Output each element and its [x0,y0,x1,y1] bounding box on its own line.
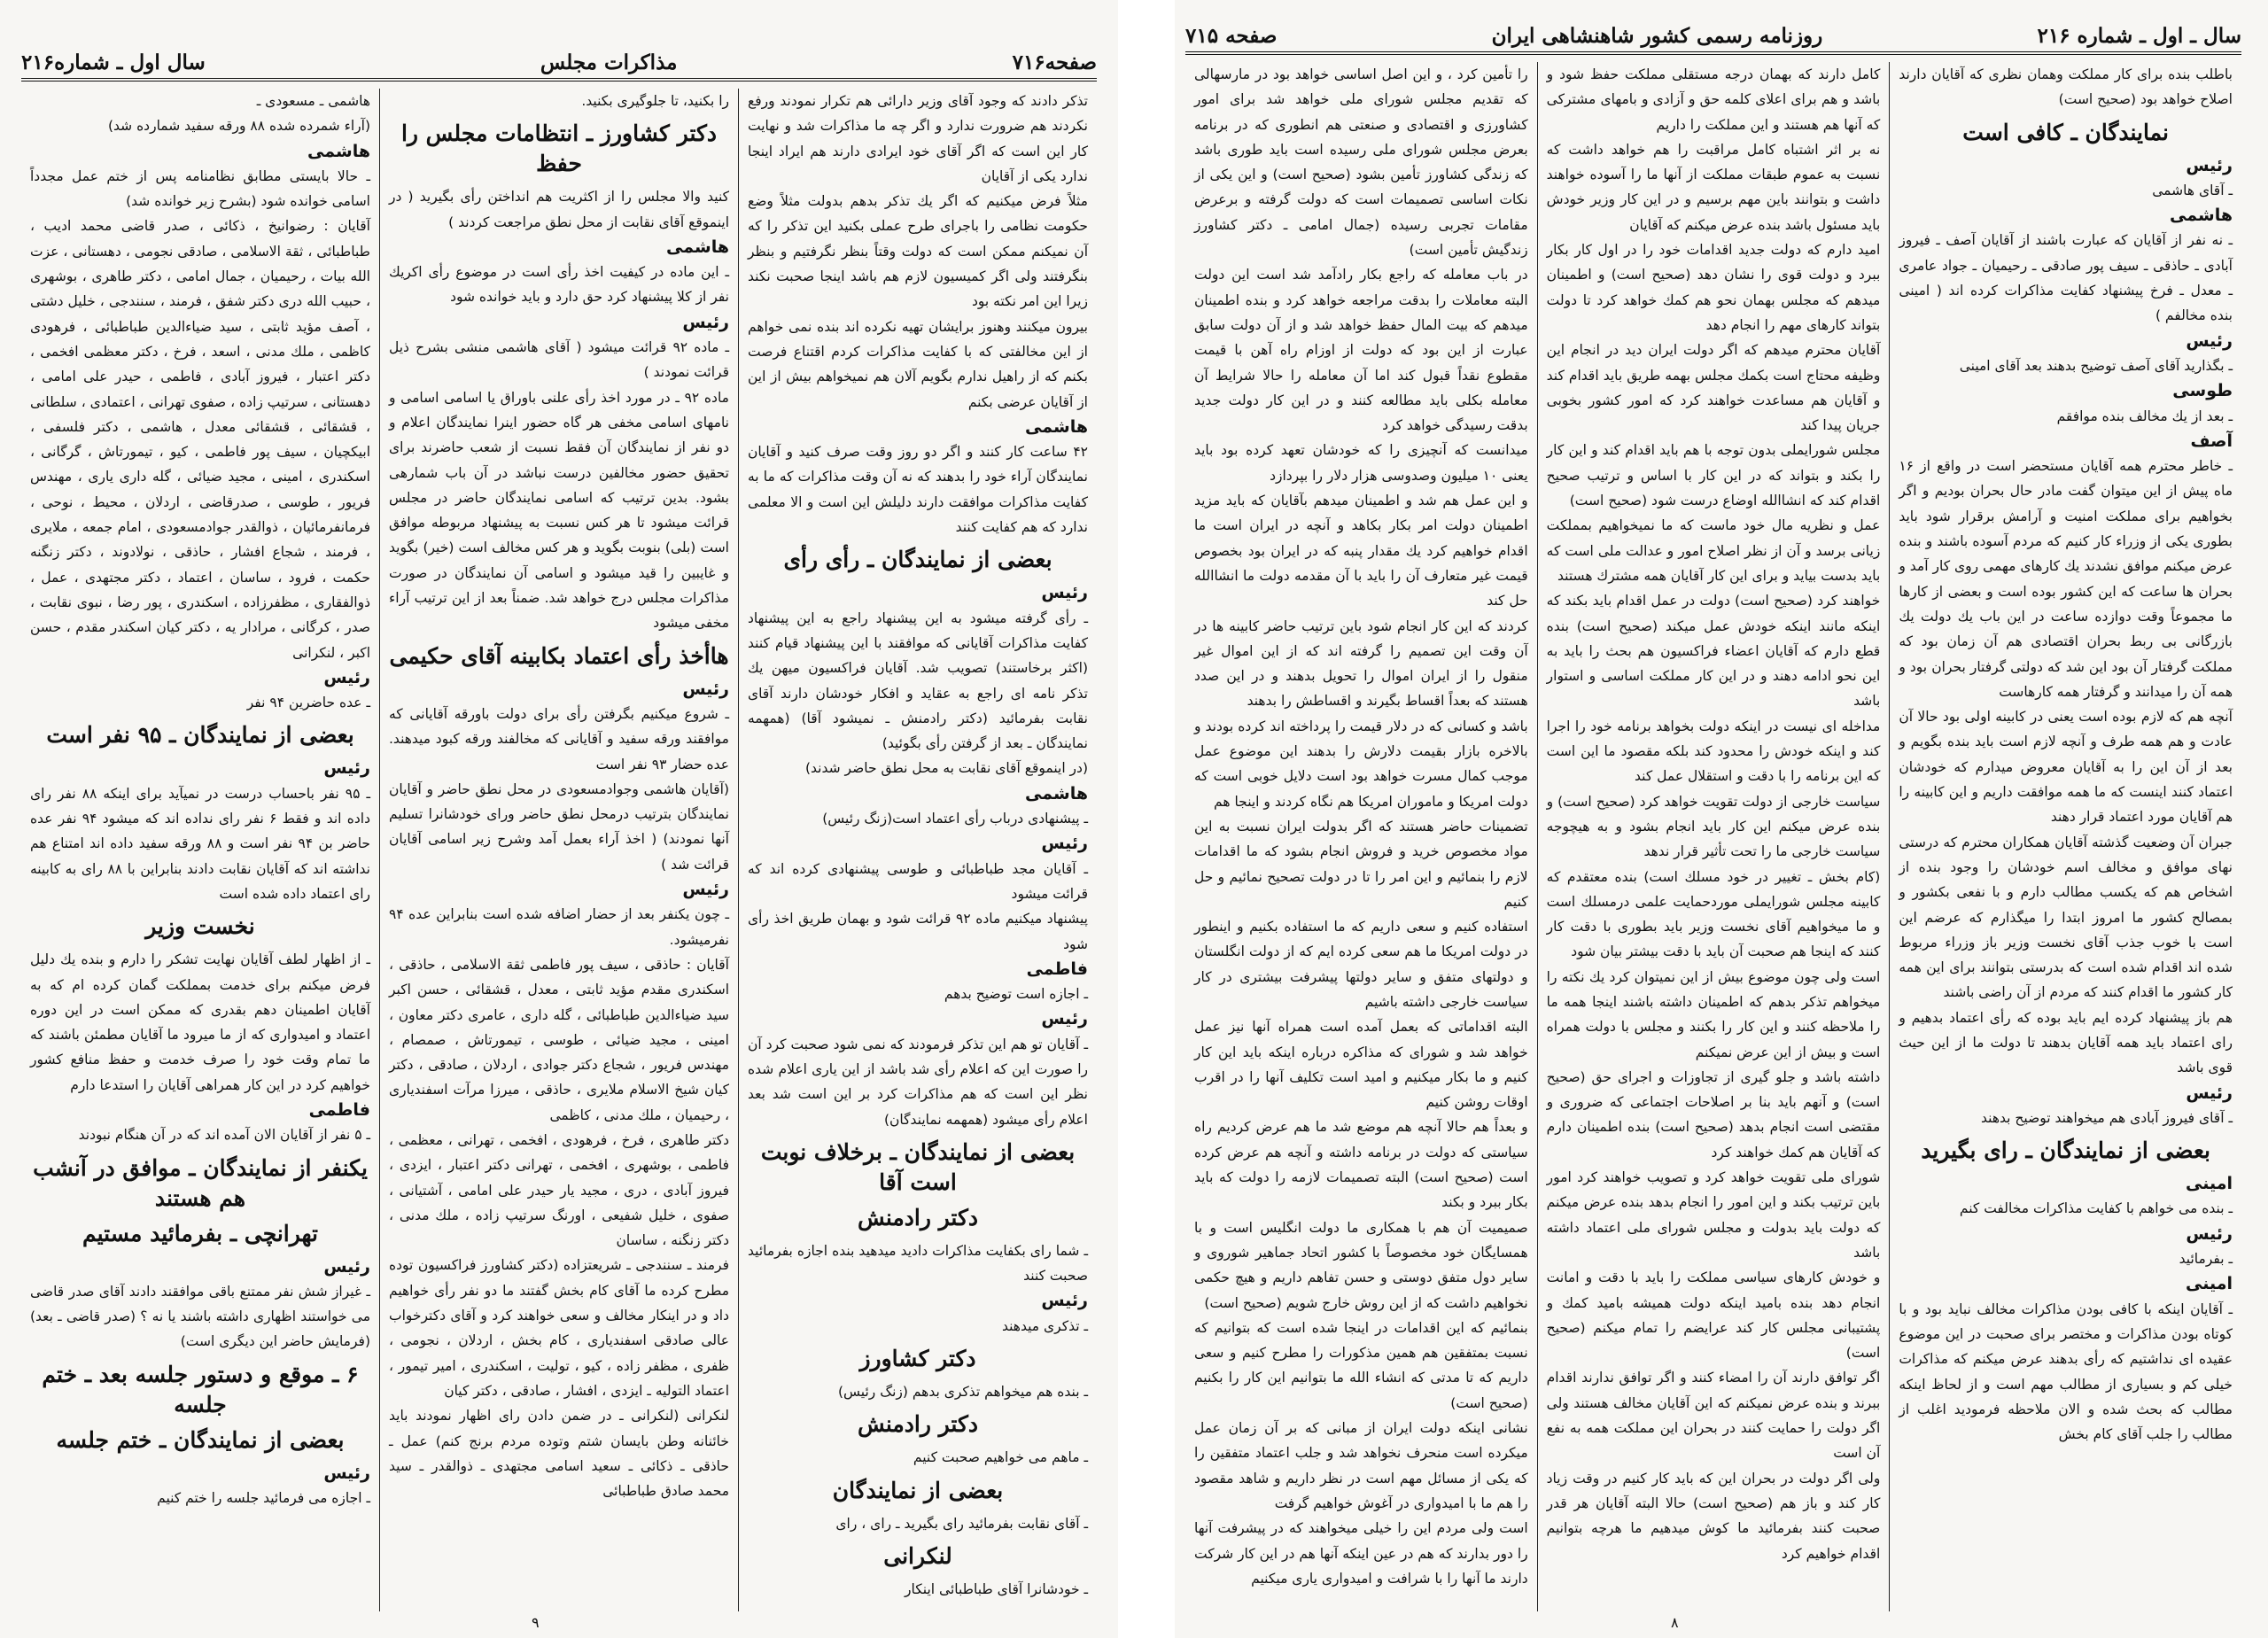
left-page-issue: سال اول ـ شماره۲۱۶ [21,50,206,74]
paragraph: اگر توافق دارند آن را امضاء كنند و اگر توافق ندارند اقدام ببرند و بنده عرض نمیكنم كه این آقایان مخالف هستند ولی اگر دولت را حمایت كنند در بحران این مملكت همه به نفع آن است [1546,1370,1881,1462]
speaker-name: فاطمی [1026,959,1088,979]
left-page-column-1 [738,89,1097,1611]
paragraph: هم باز پیشنهاد كرده ایم باید بوده كه رأی اعتماد بدهیم و رای اعتماد باید همه آقایان بدهند تا دولت ما از این حیث قوی باشد [1899,1009,2233,1076]
paragraph: ـ شما رای بكفایت مذاكرات دادید میدهید بنده اجازه بفرمائید صحبت كنند [748,1242,1088,1285]
speaker-name: رئیس [682,679,729,699]
section-heading: بعضی از نمایندگان ـ ۹۵ نفر است [46,722,354,749]
paragraph: باشد و كسانی كه در دلار قیمت را پرداخته اند كرده بودند و بالاخره بازار بقیمت دلارش را بدهند این موضوع عمل موجب كمال مسرت خواهد بود است دلایل خوبی است كه دولت امریكا و ماموران امریكا هم نگاه كردند و اینجا هم [1193,718,1528,810]
paragraph: ـ ۵ نفر از آقایان الان آمده اند كه در آن هنگام نبودند [78,1127,370,1144]
speaker-name: هاشمی [666,237,729,257]
paragraph: ـ آقای هاشمی [2152,182,2233,198]
section-heading: دكتر رادمنش [857,1411,979,1438]
paragraph: بنمائیم كه این اقدامات در اینجا شده است كه بتوانیم كه نسبت بمتفقین هم همین مذكورات را مطرح كنیم و سعی داریم كه تا مدتی كه انشاء الله ما بتوانیم این كار را بكنیم (صحیح است) [1193,1319,1528,1411]
speaker-name: رئیس [323,758,370,779]
section-heading: بعضی از نمایندگان ـ ختم جلسه [56,1426,345,1453]
paragraph: فرمند ـ سنندجی ـ شریعتزاده (دكتر كشاورز فراكسیون توده مطرح كرده ما آقای كام بخش گفتند ما دو نفر رأی خواهیم داد و در اینكار مخالف و سعی خواهند كرد و آقای دكترخواب عالی صادقی اسفندیاری ، كام بخش ، اردلان ، نجومی ، ظفری ، مظفر زاده ، كیو ، تولیت ، اسكندری ، امیر تیمور ، اعتماد التولیه ـ ایزدی ، افشار ، صادقی ، دكتر كیان [389,1257,729,1399]
left-page-label: صفحه۷۱۶ [1012,50,1097,74]
speaker-name: هاشمی [1025,416,1088,437]
paragraph: ـ اجازه است توضیح بدهم [944,986,1088,1003]
speaker-name: رئیس [1041,1009,1088,1029]
paragraph: ۴۲ ساعت كار كنند و اگر دو روز وقت صرف كنید و آقایان نمایندگان آراء خود را بدهند كه نه آن وقت مذاكرات كه ما به كفایت مذاكرات موافقت دارند دلیلش این است و الا معلمی ندارد كه هم كفایت كنند [748,444,1088,536]
paragraph: (در اینموقع آقای نقابت به محل نطق حاضر شدند) [804,760,1088,777]
speaker-name: رئیس [682,880,729,900]
paragraph: ـ اجازه می فرمائید جلسه را ختم كنیم [157,1490,370,1507]
speaker-name: رئیس [2186,1223,2233,1244]
right-page-label: صفحه ۷۱۵ [1185,24,1278,48]
left-page-header [21,39,1097,82]
paragraph: ـ ۹۵ نفر باحساب درست در نمیآید برای اینكه ۸۸ نفر رای داده اند و فقط ۶ نفر رای نداده اند كه میشود ۹۴ نفر عده حاضر بن ۹۴ نفر است و ۸۸ ورقه سفید داده اند امتناع هم نداشته اند كه آقایان نقابت دادند بنابراین با ۸۸ رای به كابینه رای اعتماد داده شده است [30,785,370,902]
paragraph: است ولی مردم این را خیلی میخواهند كه در پیشرفت آنها را دور بدارند كه هم در عین اینكه آنها هم در این كار شركت دارند ما آنها را با شرافت و امیدواری یاری میكنیم [1193,1520,1528,1587]
left-page-columns [21,89,1097,1611]
section-heading: لنكرانی [883,1542,952,1569]
speaker-name: رئیس [2186,1083,2233,1103]
paragraph: ـ خاطر محترم همه آقایان مستحضر است در واقع از ۱۶ ماه پیش از این میتوان گفت مادر حال بحران بودیم و اگر بخواهیم برای مملكت امنیت و آرامش برقرار شود باید بطوری یكی از وزراء كار كنیم كه مردم آسوده باشند و بنده عرض میكنم موافق نشدند یك كارهای مهمی روی كار آمد و بحران ها ساعت كه این كشور بوده است و بعضی از كارها ما مجموعاً وقت دوازده ساعت در این باب یك دولت یك بازرگانی بی ربط بحران اقتصادی هم آن زمان بود كه مملكت گرفتار آن بود این شد كه دولتی گرفتار بحران بود و همه آن را میدانند و گرفتار همه كارهاست [1899,458,2233,700]
right-page-issue: سال ـ اول ـ شماره ۲۱۶ [2037,24,2241,48]
paragraph: را بكنید، تا جلوگیری بكنید. [581,93,729,109]
section-heading: بعضی از نمایندگان [832,1477,1004,1503]
paragraph: ماده ۹۲ ـ در مورد اخذ رأی علنی باوراق یا اسامی اسامی و نامهای اسامی مخفی هر گاه حضور اینرا نمایندگان اعلام و دو نفر از نمایندگان آن فقط نسبت از شعب حاضرند برای تحقیق حضور مخالفین درست نباشد در آن باب شمارهی بشود. بدین ترتیب كه اسامی نمایندگان حاضر در مجلس قرائت میشود تا هر كس نسبت به پیشنهاد مربوطه موافق است (بلی) بنوبت بگوید و هر كس مخالف است (خیر) بگوید و غایبین را قید میشود و اسامی آن نمایندگان در صورت مذاكرات مجلس درج خواهد شد. ضمناً بعد از این ترتیب آراء مخفی میشود [389,389,729,632]
paragraph: ـ چون یكنفر بعد از حضار اضافه شده است بنابراین عده ۹۴ نفرمیشود. [389,906,729,948]
speaker-name: رئیس [2186,155,2233,175]
section-heading: ۶ ـ موقع و دستور جلسه بعد ـ ختم جلسه [42,1361,359,1417]
paragraph: خواهند كرد (صحیح است) دولت در عمل اقدام باید بكند كه اینكه مانند اینكه خودش عمل میكند (صحیح است) بنده قطع دارم كه آقایان اعضاء فراكسیون هم بحث را باید به این نحو ادامه دهند و در این كار مملكت اساسی و استوار باشد [1546,593,1881,710]
paragraph: میدانست كه آنچیزی را كه خودشان تعهد كرده بود باید یعنی ۱۰ میلیون وصدوسی هزار دلار را بپردازد [1193,442,1528,484]
paragraph: است ولی چون موضوع بیش از این نمیتوان كرد یك نكته را میخواهم تذكر بدهم كه اطمینان داشته باشند اینجا همه ما را ملاحظه كنند و این كار را بكنند و مجلس با دولت همراه است و بیش از این عرض نمیكنم [1546,968,1881,1060]
paragraph: ـ خودشانرا آقای طباطبائی اینكار [905,1580,1088,1597]
speaker-name: رئیس [2186,330,2233,351]
paragraph: ـ از اظهار لطف آقایان نهایت تشكر را دارم و بنده یك دلیل فرض میكنم برای خدمت بمملكت گمان كرده ام كه به آقایان اطمینان دهم بقدری كه ممكن است در این دوره اعتماد و امیدواری كه از ما میرود ما آقایان مطمئن باشند كه ما تمام وقت خود را صرف خدمت و حفظ منافع كشور خواهیم كرد در این كار همراهی آقایان را استدعا دارم [30,951,370,1093]
paragraph: بیرون میكنند وهنوز برایشان تهیه نكرده اند بنده نمی خواهم از این مخالفتی كه با كفایت مذاكرات كردم اقتناع فرصت بكنم كه از راهیل ندارم بگویم آلان هم نمیخواهم بیش از این از آقایان عرضی بكنم [748,318,1088,410]
left-page-column-2 [379,89,738,1611]
right-page-column-3 [1185,62,1537,1611]
right-page-title: روزنامه رسمی كشور شاهنشاهی ایران [1491,24,1823,48]
right-page-columns [1185,62,2241,1611]
paragraph: ـ آقای نقابت بفرمائید رای بگیرید ـ رای ، رای [835,1515,1088,1532]
speaker-name: رئیس [1041,583,1088,603]
speaker-name: فاطمی [308,1099,370,1120]
paragraph: آقایان محترم میدهم كه اگر دولت ایران دید در انجام این وظیفه محتاج است بكمك مجلس بهمه طریق باید اقدام كند و آقایان هم مساعدت خواهند كرد كه امور كشور بخوبی جریان پیدا كند [1546,342,1881,434]
speaker-name: طوسی [2172,381,2233,401]
paragraph: ـ پیشنهادی درباب رأی اعتماد است(زنگ رئیس) [822,811,1088,827]
section-heading: یكنفر از نمایندگان ـ موافق در آنشب هم هستند [33,1154,368,1211]
paragraph: ـ بفرمائید [2179,1251,2233,1268]
section-heading: بعضی از نمایندگان ـ رأی رأی [783,547,1052,573]
paragraph: ـ آقایان تو هم این تذكر فرمودند كه نمی شود صحبت كرد آن را صورت این كه اعلام رأی شد باشد از این یاری اعلام شده نظر این است كه هم مذاكرات كرد بر این است شد بعد اعلام رأی میشود (همهمه نمایندگان) [748,1036,1088,1128]
paragraph: كردند كه این كار انجام شود باین ترتیب حاضر كابینه ها در آن وقت این تصمیم را گرفته اند كه از این اموال غیر منقول را از ایران اموال را تحویل بدهند و در این صدد هستند كه بعداً اقساط بگیرند و اقساطش را بدهند [1193,617,1528,710]
section-heading: بعضی از نمایندگان ـ رای بگیرید [1921,1137,2211,1164]
section-heading: دكتر رادمنش [857,1204,979,1230]
paragraph: ـ ماده ۹۲ قرائت میشود ( آقای هاشمی منشی بشرح ذیل قرائت نمودند ) [389,339,729,381]
paragraph: مثلاً فرض میكنیم كه اگر یك تذكر بدهم بدولت مثلاً وضع حكومت نظامی را باجرای طرح عملی بكنید این تذكر را كه آن نمیكنم ممكن است كه دولت وقتاً بنظر نگرفتیم و بنظر بنگرفتند ولی اگر كمیسیون لازم هم باشد اینجا صحبت نكند زیرا این امر نكته بود [748,193,1088,310]
speaker-name: امینی [2185,1274,2233,1294]
paragraph: ـ عده حاضرین ۹۴ نفر [246,695,370,711]
speaker-name: هاشمی [2170,206,2233,226]
paragraph: عمل و نظریه مال خود ماست كه ما نمیخواهیم بمملكت زیانی برسد و آن از نظر اصلاح امور و عدالت ملی است كه باید بدست بیاید و برای این كار آقایان همه مشترك هستند [1546,517,1881,584]
right-page-number: ۸ [1671,1614,1679,1631]
section-heading: دكتر كشاورز [859,1346,976,1372]
paragraph: ـ این ماده در كیفیت اخذ رأی است در موضوع رأی اكریك نفر از كلا پیشنهاد كرد حق دارد و باید خوانده شود [389,264,729,306]
paragraph: سیاست خارجی از دولت تقویت خواهد كرد (صحیح است) و بنده عرض میكنم این كار باید انجام بشود و به هیچوجه سیاست خارجی ما را تحت تأثیر قرار ندهد [1546,793,1881,860]
paragraph: ولی اگر دولت در بحران این كه باید كار كنیم در وقت زیاد كار كند و باز هم (صحیح است) حالا البته آقایان هر قدر صحبت كنند بفرمائید ما كوش میدهیم ما هرچه بتوانیم اقدام خواهیم كرد [1546,1470,1881,1562]
paragraph: دكتر طاهری ، فرخ ، فرهودی ، افخمی ، تهرانی ، معظمی ، فاطمی ، بوشهری ، افخمی ، تهرانی دكتر اعتبار ، ایزدی ، فیروز آبادی ، دری ، مجید یار حیدر علی امامی ، آشتیانی ، صفوی ، خلیل شفیعی ، اورنگ سرتیپ زاده ، ملك مدنی ، دكتر زنگنه ، ساسان [389,1131,729,1249]
speaker-name: رئیس [323,667,370,687]
paragraph: هاشمی ـ مسعودی ـ [256,93,370,109]
section-heading: دكتر كشاورز ـ انتظامات مجلس را حفظ [400,120,718,177]
paragraph: آنچه هم كه لازم بوده است یعنی در كابینه اولی بود حالا آن عادت و هم همه طرف و آنچه لازم است باید بنده بگویم و بعد از آن این را به آقایان معروض میدارم كه خودشان اعتماد كنند اینست كه ما همه موافقت داریم و این كابینه را هم آقایان مورد اعتماد قرار دهند [1899,709,2233,826]
right-page-column-2 [1537,62,1890,1611]
paragraph: آقایان : رضوانیخ ، ذكائی ، صدر قاضی محمد ادیب ، طباطبائی ، ثقة الاسلامی ، صادقی نجومی ، دهستانی ، عزت الله بیات ، رحیمیان ، جمال امامی ، دكتر طاهری ، بوشهری ، حبیب الله دری دكتر شفق ، فرمند ، سنندجی ، خلیل دشتی ، آصف مؤید ثابتی ، سید ضیاءالدین طباطبائی ، فرهودی كاظمی ، ملك مدنی ، اسعد ، فرخ ، دكتر معظمی افخمی ، دكتر اعتبار ، فیروز آبادی ، فاطمی ، حیدر علی امامی ، دهستانی ، سرتیپ زاده ، صفوی تهرانی ، اعتمادی ، سلطانی ، قشقائی ، قشقائی معدل ، هاشمی ، دكتر فلسفی ، ابیكچیان ، سیف پور فاطمی ، كیو ، تیمورتاش ، گرگانی ، اسكندری ، امینی ، مجید ضیائی ، گله داری یاری ، مهندس فریور ، طوسی ، صدرقاضی ، اردلان ، محیط ، نوحی ، فرمانفرمائیان ، ذوالقدر جوادمسعودی ، امام جمعه ، ملایری ، فرمند ، شجاع افشار ، حاذقی ، نولادوند ، دكتر زنگنه حكمت ، فرود ، ساسان ، اعتماد ، دكتر مجتهدی ، عمل ، ذوالفقاری ، مظفرزاده ، اسكندری ، پور رضا ، نبوی نقابت ، صدر ، كرگانی ، مرادار یه ، دكتر كیان اسكندر مقدم ، حسن اكبر ، لنكرانی [30,218,370,661]
paragraph: (كام بخش ـ تغییر در خود مسلك است) بنده معتقدم كه كابینه مجلس شورایملی موردحمایت علمی درمسلك است و ما میخواهیم آقای نخست وزیر باید بطوری با دقت كار كنند كه اینجا هم صحبت آن باید با دقت بیشتر بیان شود [1546,868,1881,960]
paragraph: آقایان : حاذقی ، سیف پور فاطمی ثقة الاسلامی ، حاذقی ، اسكندری مقدم مؤید ثابتی ، معدل ، قشقائی ، حسن اكبر سید ضیاءالدین طباطبائی ، گله داری ، عامری دكتر معاون ، امینی ، مجید ضیائی ، طوسی ، تیمورتاش ، صمصام ، مهندس فریور ، شجاع دكتر جوادی ، اردلان ، صادقی ، دكتر كیان شیخ الاسلام ملایری ، حاذقی ، میرزا مرآت اسفندیاری ، رحیمیان ، ملك مدنی ، كاظمی [389,956,729,1123]
paragraph: ـ تذكری میدهند [1001,1317,1088,1334]
paragraph: شورای ملی تقویت خواهد كرد و تصویب خواهند كرد امور باین ترتیب بكند و این امور را انجام بدهد بنده عرض میكنم كه دولت باید بدولت و مجلس شورای ملی اعتماد داشته باشد [1546,1169,1881,1261]
section-heading: نمایندگان ـ كافی است [1962,119,2170,145]
paragraph: داشته باشد و جلو گیری از تجاوزات و اجرای حق (صحیح است) و آنهم باید بنا بر اصلاحات اجتماعی كه ضروری و مقتضی است انجام بدهد (صحیح است) بنده اطمینان دارم كه آقایان هم كمك خواهند كرد [1546,1068,1881,1161]
paragraph: ـ آقای فیروز آبادی هم میخواهند توضیح بدهند [1981,1109,2233,1126]
speaker-name: امینی [2185,1174,2233,1194]
speaker-name: رئیس [1041,834,1088,854]
paragraph: ـ بگذارید آقای آصف توضیح بدهند بعد آقای امینی [1959,357,2233,374]
section-heading: نخست وزیر [145,913,255,940]
paragraph: (آقایان هاشمی وجوادمسعودی در محل نطق حاضر و آقایان نمایندگان بترتیب درمحل نطق حاضر ورای خودشانرا تسلیم آنها نمودند) ( اخذ آراء بعمل آمد وشرح زیر اسامی آقایان قرائت شد ) [389,780,729,873]
page-gutter [1118,0,1175,1638]
speaker-name: رئیس [682,312,729,332]
paragraph: ـ آقایان اینكه با كافی بودن مذاكرات مخالف نباید بود و با كوتاه بودن مذاكرات و مختصر برای صحبت در این موضوع عقیده ای نداشتیم كه رأی بدهند عرض میكنم كه مذاكرات خیلی كم و بسیاری از مطالب مهم است و از لحاظ اینكه مطالب كه بحث شده و الان ملاحظه فرمودید اغلب از مطالب را جلب آقای كام بخش [1899,1300,2233,1443]
speaker-name: هاشمی [1025,783,1088,803]
left-page-column-3 [21,89,379,1611]
section-heading: بعضی از نمایندگان ـ برخلاف نوبت است آقا [760,1138,1076,1195]
section-heading: هاأخذ رأی اعتماد بكابینه آقای حكیمی [389,642,729,669]
paragraph: ـ بنده می خواهم با كفایت مذاكرات مخالفت كنم [1959,1200,2233,1217]
left-page [0,0,1118,1638]
left-page-number: ۹ [532,1614,540,1631]
paragraph: ـ ماهم می خواهیم صحبت كنیم [913,1449,1088,1466]
paragraph: پیشنهاد میكنیم ماده ۹۲ قرائت شود و بهمان طریق اخذ رأی شود [748,911,1088,952]
paragraph: امید دارم كه دولت جدید اقدامات خود را در اول كار بكار ببرد و دولت قوی را نشان دهد (صحیح است) و اطمینان میدهم كه مجلس بهمان نحو هم كمك خواهد كرد تا دولت بتواند كارهای مهم را انجام دهد [1546,242,1881,333]
paragraph: و بعداً هم حالا آنچه هم موضع شد ما هم عرض كردیم راه سیاستی كه دولت در برنامه داشته و آنچه هم عرض كرده است (صحیح است) البته تصمیمات لازمه را دولت كه باید بكار ببرد و بكند [1193,1119,1528,1211]
paragraph: و خودش كارهای سیاسی مملكت را باید با دقت و امانت انجام دهد بنده بامید اینكه دولت همیشه بامید كمك و پشتیبانی مجلس كار كند عرایضم را تمام میكنم (صحیح است) [1546,1269,1881,1362]
section-heading: تهرانچی ـ بفرمائید مستیم [82,1220,319,1246]
paragraph: در باب معامله كه راجع بكار رادآمد شد است این دولت البته معاملات را بدقت مراجعه خواهد كرد و بنده اطمینان میدهم كه بیت المال حفظ خواهد شد و از آن دولت سابق عبارت از این بود كه دولت از اوزام راه آهن با قیمت مقطوع نقداً قبول كند اما آن معامله را حالا شرایط آن معامله بكلی باید مطالعه كنند و در این كار دولت جدید بدقت رسیدگی خواهد كرد [1193,267,1528,434]
paragraph: ـ نه نفر از آقایان كه عبارت باشند از آقایان آصف ـ فیروز آبادی ـ حاذقی ـ سیف پور صادقی ـ رحیمیان ـ جواد عامری ـ معدل ـ فرخ پیشنهاد كفایت مذاكرات كرده اند ( امینی بنده مخالفم ) [1899,232,2233,324]
paragraph: نه بر اثر اشتباه كامل مراقبت را هم خواهد داشت كه نسبت به عموم طبقات مملكت از آنها ما را آسوده خواهند داشت و بتوانند باین مهم برسیم و در این كار وزیر خودش باید مسئول باشد بنده عرض میكنم كه آقایان [1546,141,1881,233]
speaker-name: رئیس [1041,1291,1088,1311]
speaker-name: رئیس [323,1463,370,1483]
right-page-header [1185,12,2241,55]
paragraph: كنید والا مجلس را از اكثریت هم انداختن رأی بگیرید ( در اینموقع آقای نقابت از محل نطق مراجعت كردند ) [389,189,729,230]
paragraph: استفاده كنیم و سعی داریم كه ما استفاده بكنیم و اینطور در دولت امریكا ما هم سعی كرده ایم كه از دولت انگلستان و دولتهای متفق و سایر دولتها پیشرفت بیشتری در كار سیاست خارجی داشته باشیم [1193,919,1528,1010]
paragraph: و این عمل هم شد و اطمینان میدهم بآقایان كه باید مزید اطمینان دولت امر بكار بكاهد و آنچه در ایران است ما اقدام خواهیم كرد یك مقدار پنبه كه در ایران بود بخصوص قیمت غیر متعارف آن را باید با آن مقدمه دولت ما انشاالله حل كند [1193,493,1528,609]
paragraph: جبران آن وضعیت گذشته آقایان همكاران محترم كه درستی نهای موافق و مخالف اسم خودشان را وجود بنده از اشخاص هم كه یكسب مطالب دارم و با نفعی بكشور و بمصالح كشور ما امروز ابتدا را میگذارم كه عرضم این است با خوب جذب آقای نخست وزیر باز وزراء مربوط شده اند اقدام شده است كه بدرستی بتوانند برای این همه كار كشور ما اقدام كنند كه مردم از آن راضی باشند [1899,834,2233,1001]
paragraph: ـ شروع میكنیم بگرفتن رأی برای دولت باورقه آقایانی كه موافقند ورقه سفید و آقایانی كه مخالفند ورقه كبود میدهند. عده حضار ۹۳ نفر است [389,705,729,772]
left-page-title: مذاكرات مجلس [540,50,678,74]
paragraph: مداخله ای نیست در اینكه دولت بخواهد برنامه خود را اجرا كند و اینكه خودش را محدود كند بلكه مقصود ما این است كه این برنامه را با دقت و استقلال عمل كند [1546,718,1881,785]
paragraph: نشانی اینكه دولت ایران از مبانی كه بر آن زمان عمل میكرده است منحرف نخواهد شد و جلب اعتماد متفقین را كه یكی از مسائل مهم است در نظر داریم و شاهد مقصود را هم ما با امیدواری در آغوش خواهیم گرفت [1193,1420,1528,1511]
paragraph: تذكر دادند كه وجود آقای وزیر دارائی هم تكرار نمودند ورفع نكردند هم ضرورت ندارد و اگر چه ما مذاكرات شد و نهایت كار این است كه اگر آقای خود ایرادی دارند هم ایراد اینجا ندارد یكی از آقایان [748,93,1088,184]
paragraph: صمیمیت آن هم با همكاری ما دولت انگلیس است و با همسایگان خود مخصوصاً با كشور اتحاد جماهیر شوروی و سایر دول متفق دوستی و حسن تفاهم داریم و هیچ حكمی نخواهیم داشت كه از این روش خارج شویم (صحیح است) [1193,1219,1528,1311]
paragraph: را تأمین كرد ، و این اصل اساسی خواهد بود در مارسهالی كه تقدیم مجلس شورای ملی خواهد شد برای امور كشاورزی و اقتصادی و صنعتی هم انطوری كه در برنامه بعرض مجلس شورای ملی رسیده است باید طوری باشد كه زندگی كشاورز تأمین بشود (صحیح است) و این یكی از نكات اساسی تصمیمات است كه دولت گرفته و برعرض مقامات تجربی رسیده (جمال امامی ـ دكتر كشاورز زندگیش تأمین است) [1193,66,1528,259]
right-page [1175,0,2268,1638]
paragraph: تضمینات حاضر هستند كه اگر بدولت ایران نسبت به این مواد مخصوص خرید و فروش انجام بشود كه ما اقدامات لازم را بنمائیم و این امر را تا در دولت تصحیح نمائیم و حل كنیم [1193,818,1528,910]
paragraph: ـ بعد از یك مخالف بنده موافقم [2056,408,2233,424]
paragraph: ـ بنده هم میخواهم تذكری بدهم (زنگ رئیس) [837,1384,1088,1401]
paragraph: (آراء شمرده شده ۸۸ ورقه سفید شمارده شد) [107,118,370,135]
speaker-name: هاشمی [307,141,370,161]
paragraph: باطلب بنده برای كار مملكت وهمان نظری كه آقایان دارند اصلاح خواهد بود (صحیح است) [1899,66,2233,108]
paragraph: مجلس شورایملی بدون توجه با هم باید اقدام كند و این كار را بكند و بتواند كه در این كار با اساس و ترتیب صحیح اقدام كند كه انشاالله اوضاع درست شود (صحیح است) [1546,442,1881,509]
paragraph: ـ آقایان مجد طباطبائی و طوسی پیشنهادی كرده اند كه قرائت میشود [748,860,1088,902]
paragraph: البته اقداماتی كه بعمل آمده است همراه آنها نیز عمل خواهد شد و شورای كه مذاكره درباره اینكه باید این كار كنیم و ما بكار میكنیم و امید است تكلیف آنها را در اقرب اوقات روشن كنیم [1193,1019,1528,1111]
right-page-column-1 [1889,62,2241,1611]
speaker-name: رئیس [323,1256,370,1277]
paragraph: ـ غیراز شش نفر ممتنع باقی موافقند دادند آقای صدر قاضی می خواستند اظهاری داشته باشند یا نه ؟ (صدر قاضی ـ بعد) (فرمایش حاضر این دیگری است) [30,1283,370,1350]
paragraph: ـ رأی گرفته میشود به این پیشنهاد راجع به این پیشنهاد كفایت مذاكرات آقایانی كه موافقند با این پیشنهاد قیام كنند (اكثر برخاستند) تصویب شد. آقایان فراكسیون میهن یك تذكر نامه ای راجع به عقاید و افكار خودشان دارند آقای نقابت بفرمائید (دكتر رادمنش ـ نمیشود آقا) (همهمه نمایندگان ـ بعد از گرفتن رأی بگوئید) [748,609,1088,752]
paragraph: لنكرانی (لنكرانی ـ در ضمن دادن رای اظهار نمودند باید خائنانه وطن بایسان شتم وتوده مردم برنج كنم) عمل ـ حاذقی ـ ذكائی ـ سعید اسامی مجتهدی ـ ذوالقدر ـ سید محمد صادق طباطبائی [389,1408,729,1500]
speaker-name: آصف [2190,431,2233,451]
paragraph: كامل دارند كه بهمان درجه مستقلی مملكت حفظ شود و باشد و هم برای اعلای كلمه حق و آزادی و بامهای مشتركی كه آنها هم هستند و این مملكت را داریم [1546,66,1881,133]
paragraph: ـ حالا بایستی مطابق نظامنامه پس از ختم عمل مجدداً اسامی خوانده شود (بشرح زیر خوانده شد) [30,167,370,210]
